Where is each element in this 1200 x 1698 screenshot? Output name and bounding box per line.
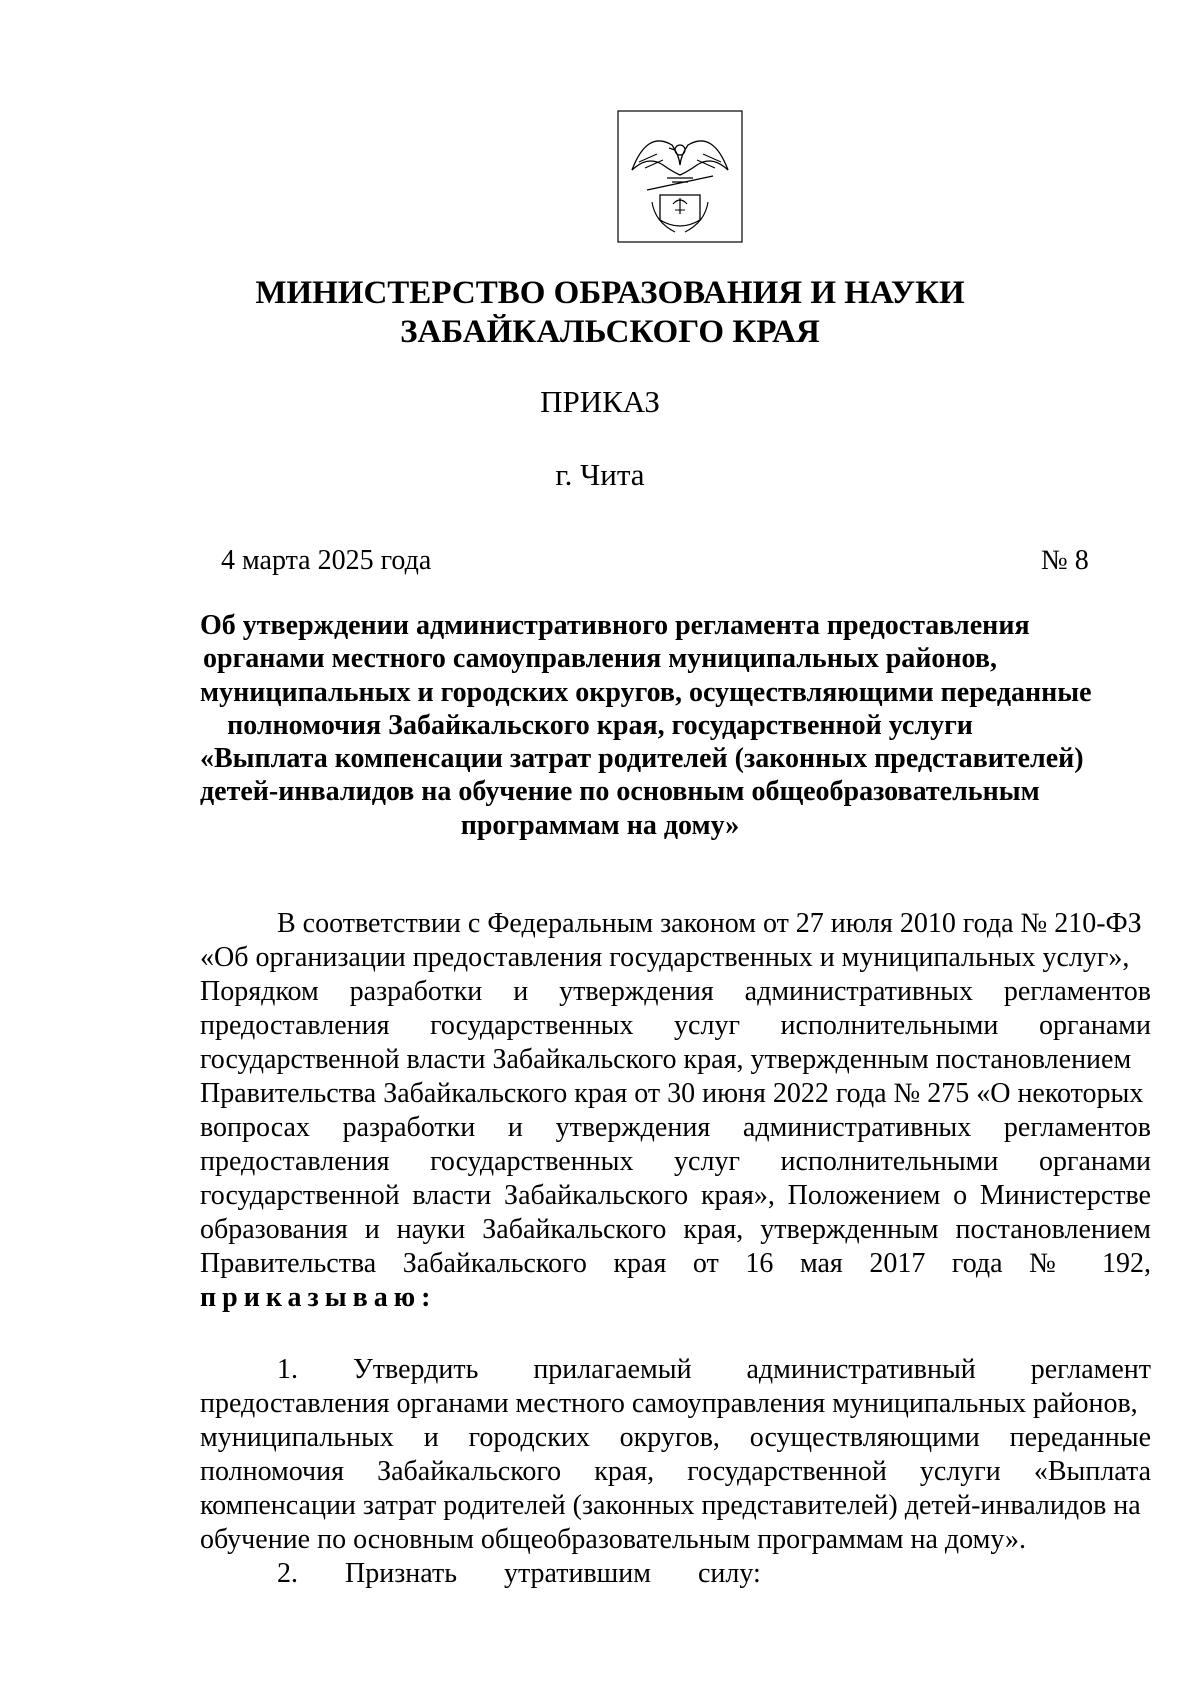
title-line: «Выплата компенсации затрат родителей (законных представителей) bbox=[200, 743, 1084, 775]
title-line: Об утверждении административного регламента предоставления bbox=[200, 610, 1030, 641]
item1-line: полномочия Забайкальского края, государственной услуги «Выплата bbox=[200, 1456, 1151, 1487]
title-line: программам на дому» bbox=[460, 809, 740, 841]
ministry-line-2: ЗАБАЙКАЛЬСКОГО КРАЯ bbox=[400, 314, 820, 350]
preamble-line: предоставления государственных услуг исполнительными органами bbox=[200, 1010, 1151, 1041]
orders-word: приказываю: bbox=[200, 1282, 437, 1313]
doc-type: ПРИКАЗ bbox=[540, 384, 660, 419]
item1-line: компенсации затрат родителей (законных представителей) детей-инвалидов на bbox=[200, 1490, 1141, 1521]
preamble-line: Правительства Забайкальского края от 16 мая 2017 года № 192, bbox=[200, 1248, 1151, 1279]
preamble-line: образования и науки Забайкальского края, утвержденным постановлением bbox=[200, 1214, 1151, 1245]
doc-number: № 8 bbox=[1041, 545, 1089, 576]
item1-line: обучение по основным общеобразовательным программам на дому». bbox=[200, 1524, 1027, 1555]
preamble-line: Порядком разработки и утверждения административных регламентов bbox=[200, 976, 1151, 1007]
title-line: органами местного самоуправления муниципальных районов, bbox=[203, 643, 997, 675]
doc-title bbox=[200, 609, 1092, 842]
preamble-line: Правительства Забайкальского края от 30 июня 2022 года № 275 «О некоторых bbox=[200, 1078, 1144, 1109]
ministry-line-1: МИНИСТЕРСТВО ОБРАЗОВАНИЯ И НАУКИ bbox=[255, 275, 965, 311]
title-line: полномочия Забайкальского края, государственной услуги bbox=[227, 709, 973, 741]
preamble-line: государственной власти Забайкальского края», Положением о Министерстве bbox=[200, 1180, 1151, 1211]
item1-line: муниципальных и городских округов, осуществляющими переданные bbox=[200, 1422, 1151, 1453]
coat-of-arms-icon bbox=[617, 110, 743, 243]
item1-line: 1. Утвердить прилагаемый административный регламент bbox=[277, 1354, 1151, 1385]
ministry-name bbox=[240, 274, 980, 352]
doc-date: 4 марта 2025 года bbox=[221, 545, 432, 576]
preamble-line: В соответствии с Федеральным законом от 27 июля 2010 года № 210-ФЗ bbox=[277, 908, 1142, 939]
preamble-line: предоставления государственных услуг исполнительными органами bbox=[200, 1146, 1151, 1177]
title-line: детей-инвалидов на обучение по основным общеобразовательным bbox=[200, 776, 1040, 808]
preamble-line: вопросах разработки и утверждения административных регламентов bbox=[200, 1112, 1151, 1143]
item1-line: предоставления органами местного самоуправления муниципальных районов, bbox=[200, 1388, 1138, 1419]
preamble-line: «Об организации предоставления государственных и муниципальных услуг», bbox=[200, 942, 1130, 973]
city: г. Чита bbox=[555, 457, 645, 492]
title-line: муниципальных и городских округов, осуществляющими переданные bbox=[200, 676, 1092, 708]
preamble-line: государственной власти Забайкальского края, утвержденным постановлением bbox=[200, 1044, 1132, 1075]
item2-line: 2. Признать утратившим силу: bbox=[277, 1558, 761, 1589]
